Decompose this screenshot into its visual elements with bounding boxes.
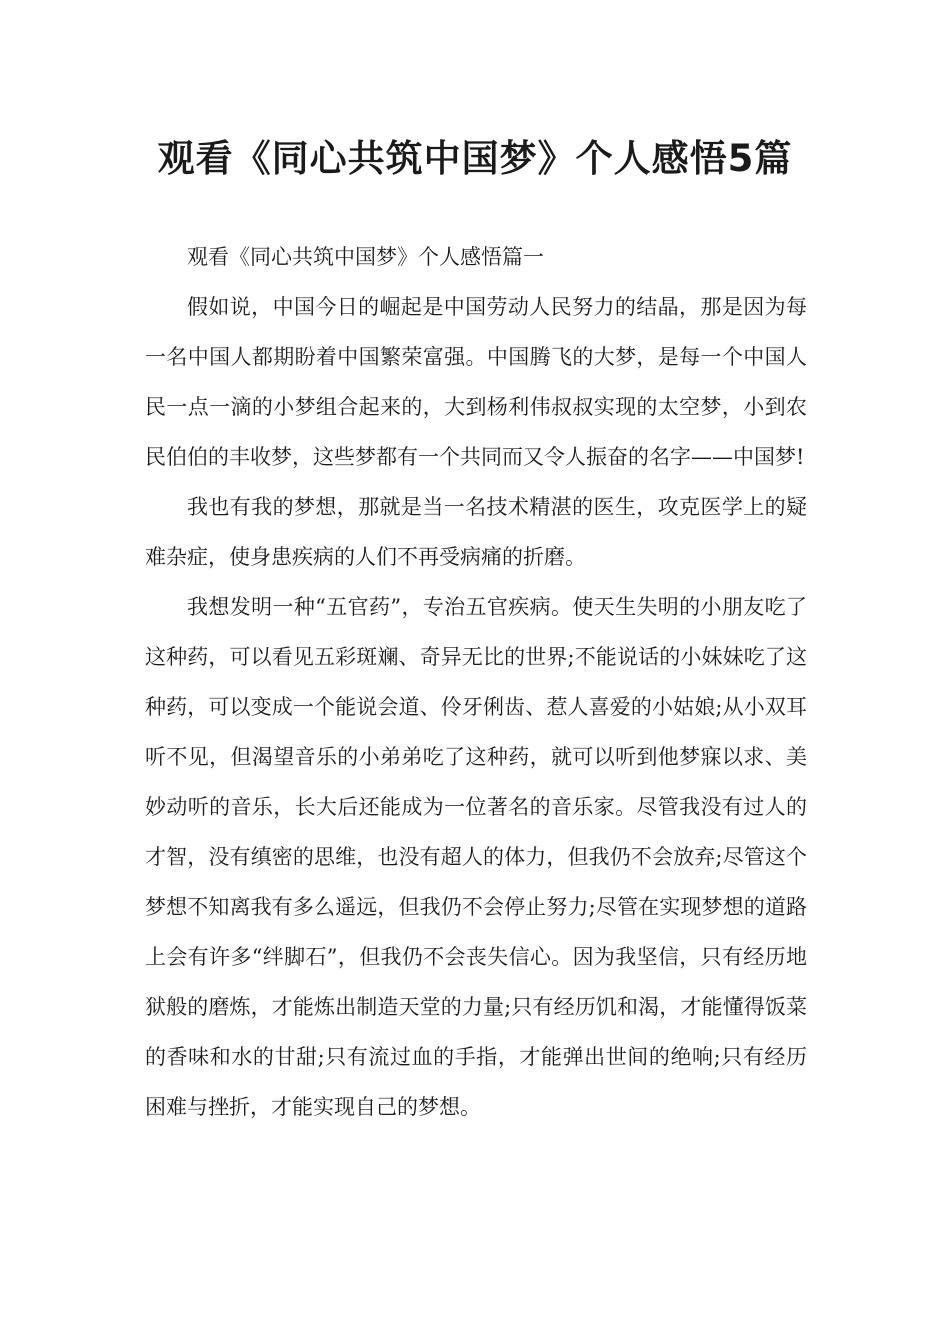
paragraph: 我也有我的梦想，那就是当一名技术精湛的医生，攻克医学上的疑难杂症，使身患疾病的人们不再受病痛的折磨。 bbox=[145, 495, 807, 569]
paragraph: 假如说，中国今日的崛起是中国劳动人民努力的结晶，那是因为每一名中国人都期盼着中国繁荣富强。中国腾飞的大梦，是每一个中国人民一点一滴的小梦组合起来的，大到杨利伟叔叔实现的太空梦，小到农民伯伯的丰收梦，这些梦都有一个共同而又令人振奋的名字——中国梦! bbox=[145, 295, 807, 469]
paragraph: 我想发明一种“五官药”，专治五官疾病。使天生失明的小朋友吃了这种药，可以看见五彩斑斓、奇异无比的世界;不能说话的小妹妹吃了这种药，可以变成一个能说会道、伶牙俐齿、惹人喜爱的小姑娘;从小双耳听不见，但渴望音乐的小弟弟吃了这种药，就可以听到他梦寐以求、美妙动听的音乐，长大后还能成为一位著名的音乐家。尽管我没有过人的才智，没有缜密的思维，也没有超人的体力，但我仍不会放弃;尽管这个梦想不知离我有多么遥远，但我仍不会停止努力;尽管在实现梦想的道路上会有许多“绊脚石”，但我仍不会丧失信心。因为我坚信，只有经历地狱般的磨炼，才能炼出制造天堂的力量;只有经历饥和渴，才能懂得饭菜的香味和水的甘甜;只有流过血的手指，才能弹出世间的绝响;只有经历困难与挫折，才能实现自己的梦想。 bbox=[145, 595, 807, 1119]
document-body bbox=[145, 232, 807, 1132]
section-heading: 观看《同心共筑中国梦》个人感悟篇一 bbox=[187, 245, 544, 269]
document-title: 观看《同心共筑中国梦》个人感悟5篇 bbox=[157, 137, 793, 180]
